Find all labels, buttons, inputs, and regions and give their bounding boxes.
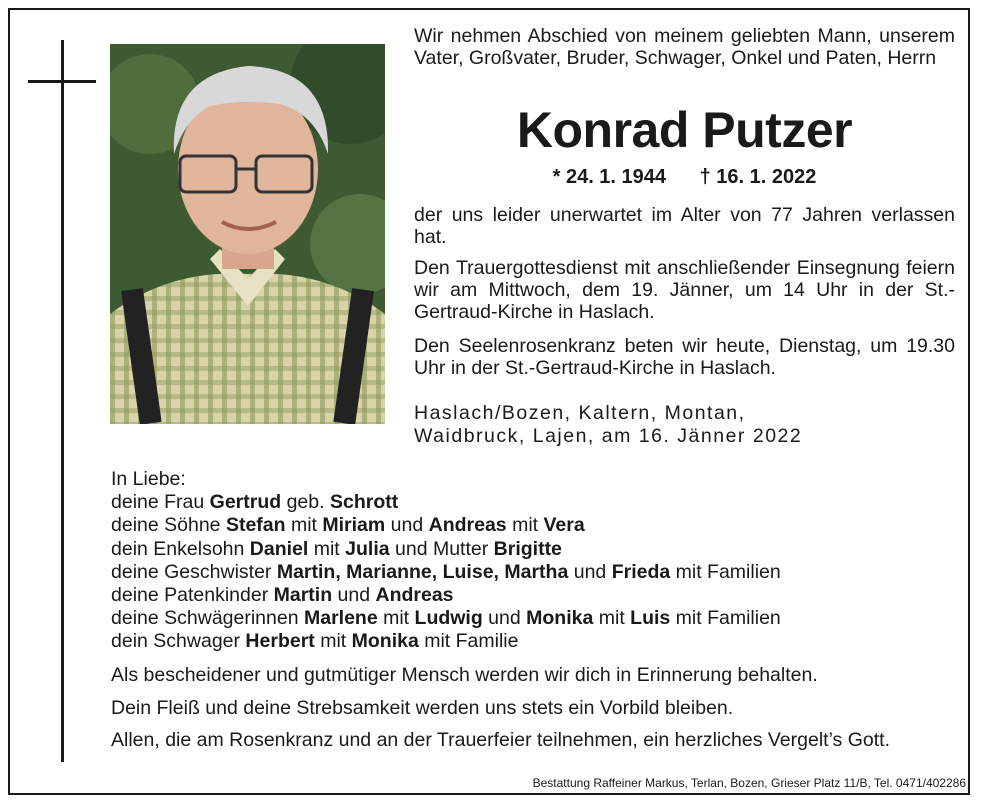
mourner-relation: mit (506, 514, 544, 537)
mourner-line (111, 630, 961, 653)
mourner-relation: deine Patenkinder (111, 584, 274, 607)
mourner-name: Frieda (611, 560, 671, 583)
mourners-list (111, 468, 961, 654)
mourner-relation: mit (593, 607, 631, 630)
mourner-name: Martin (273, 584, 333, 607)
mourner-name: Luis (630, 607, 671, 630)
portrait-photo (110, 44, 385, 424)
mourner-name: Monika (526, 607, 594, 630)
mourner-relation: mit (314, 630, 352, 653)
mourner-name: Miriam (322, 514, 386, 537)
mourner-name: Andreas (375, 584, 454, 607)
birth-date: * 24. 1. 1944 (552, 166, 667, 188)
mourner-name: Monika (351, 630, 419, 653)
mourner-name: Brigitte (493, 537, 562, 560)
mourner-line (111, 514, 961, 537)
closing-text-3: Allen, die am Rosenkranz und an der Trauerfeier teilnehmen, ein herzliches Vergelt’s Gott. (111, 729, 890, 751)
cross-vertical-bar (61, 40, 64, 762)
mourner-relation: In Liebe: (111, 468, 186, 490)
mourner-relation: mit (377, 607, 415, 630)
mourner-relation: mit (285, 514, 323, 537)
mourner-relation: deine Söhne (111, 514, 226, 537)
mourner-relation: und (332, 584, 376, 607)
mourner-relation: deine Frau (111, 491, 210, 514)
mourner-relation: und (568, 560, 612, 583)
mourner-name: Ludwig (414, 607, 483, 630)
mourner-relation: dein Enkelsohn (111, 537, 250, 560)
mourner-line (111, 491, 961, 514)
mourner-relation: und Mutter (389, 537, 494, 560)
mourner-relation: geb. (281, 491, 330, 514)
mourner-line (111, 561, 961, 584)
mourner-relation: mit Familien (670, 560, 781, 583)
mourner-line (111, 584, 961, 607)
place-line-1: Haslach/Bozen, Kaltern, Montan, (414, 402, 746, 424)
rosary-paragraph: Den Seelenrosenkranz beten wir heute, Dienstag, um 19.30 Uhr in der St.-Gertraud-Kirche in Haslach. (414, 335, 955, 379)
mourner-relation: mit (308, 537, 346, 560)
mourner-name: Andreas (428, 514, 507, 537)
mourner-name: Julia (345, 537, 390, 560)
place-line-2: Waidbruck, Lajen, am 16. Jänner 2022 (414, 425, 803, 447)
closing-text-1: Als bescheidener und gutmütiger Mensch werden wir dich in Erinnerung behalten. (111, 664, 818, 686)
mourner-relation: mit Familie (418, 630, 519, 653)
funeral-paragraph: Den Trauergottesdienst mit anschließender Einsegnung feiern wir am Mittwoch, dem 19. Jänner, um 14 Uhr in der St.-Gertraud-Kirche in Haslach. (414, 257, 955, 323)
funeral-home-footer: Bestattung Raffeiner Markus, Terlan, Bozen, Grieser Platz 11/B, Tel. 0471/402286 (532, 776, 966, 790)
mourners-heading (111, 468, 961, 491)
mourner-line (111, 607, 961, 630)
mourner-relation: dein Schwager (111, 630, 246, 653)
closing-text-2: Dein Fleiß und deine Strebsamkeit werden uns stets ein Vorbild bleiben. (111, 697, 734, 719)
life-dates (414, 166, 955, 189)
mourner-name: Schrott (329, 491, 399, 514)
age-paragraph: der uns leider unerwartet im Alter von 77 Jahren verlassen hat. (414, 204, 955, 248)
mourner-name: Marlene (303, 607, 378, 630)
cross-horizontal-bar (28, 80, 96, 83)
portrait-photo-icon (110, 44, 385, 424)
death-date: † 16. 1. 2022 (699, 166, 817, 188)
mourner-relation: mit Familien (670, 607, 781, 630)
mourner-relation: und (482, 607, 527, 630)
intro-text: Wir nehmen Abschied von meinem geliebten Mann, unserem Vater, Großvater, Bruder, Schwager, Onkel und Paten, Herrn (414, 25, 955, 69)
mourner-name: Stefan (225, 514, 286, 537)
mourner-name: Gertrud (209, 491, 282, 514)
deceased-name: Konrad Putzer (516, 102, 853, 158)
mourner-line (111, 538, 961, 561)
place-and-date (414, 402, 955, 448)
mourner-relation: und (385, 514, 429, 537)
mourner-name: Vera (543, 514, 585, 537)
mourner-name: Herbert (245, 630, 315, 653)
mourner-name: Martin, Marianne, Luise, Martha (276, 560, 569, 583)
mourner-relation: deine Geschwister (111, 560, 277, 583)
mourner-name: Daniel (249, 537, 309, 560)
mourner-relation: deine Schwägerinnen (111, 607, 304, 630)
